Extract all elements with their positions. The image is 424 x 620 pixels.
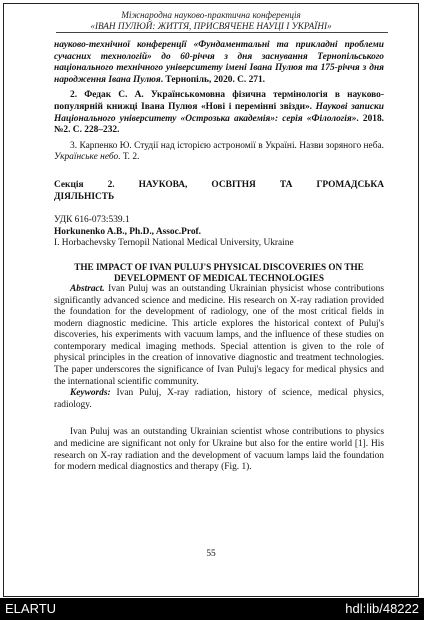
handle-identifier: hdl:lib/48222 bbox=[345, 601, 419, 616]
page-content bbox=[54, 40, 384, 474]
header-line-1: Міжнародна науково-практична конференція bbox=[121, 10, 301, 20]
keywords-paragraph: Keywords: Ivan Puluj, X-ray radiation, history of science, medical physics, radiology. bbox=[54, 388, 384, 410]
udc-code: УДК 616-073:539.1 bbox=[54, 215, 130, 226]
reference-1-continued: науково-технічної конференції «Фундаментальні та прикладні проблеми сучасних технологій» до 60-річчя з дня заснування Тернопільського національного технічного університету імені Івана Пулюя та 175-річчя з дня народження Івана Пулюя. Тернопіль, 2020. С. 271. bbox=[54, 40, 384, 85]
abstract-paragraph: Abstract. Ivan Puluj was an outstanding Ukrainian physicist whose contributions significantly advanced science and medicine. His research on X-ray radiation provided the foundation for the development of radiology, one of the most critical fields in modern diagnostic medicine. This article explores the historical context of Puluj's discoveries, his experiments with vacuum lamps, and the influence of these studies on contemporary medical imaging methods. Special attention is given to the role of physical principles in the creation of innovative diagnostic and treatment technologies. The paper underscores the significance of Ivan Puluj's legacy for medical physics and the international scientific community. bbox=[54, 283, 384, 387]
article-title bbox=[54, 262, 384, 284]
repository-footer-bar bbox=[0, 598, 424, 620]
header-line-2: «ІВАН ПУЛЮЙ: ЖИТТЯ, ПРИСВЯЧЕНЕ НАУЦІ І УКРАЇНІ» bbox=[90, 20, 332, 31]
running-header bbox=[4, 10, 418, 31]
page-number: 55 bbox=[206, 549, 216, 559]
reference-3: 3. Карпенко Ю. Студії над історією астрономії в Україні. Назви зоряного неба. Українське небо. Т. 2. bbox=[54, 140, 384, 163]
article-title-line-1: THE IMPACT OF IVAN PULUJ'S PHYSICAL DISCOVERIES ON THE bbox=[74, 261, 364, 272]
article-title-line-2: DEVELOPMENT OF MEDICAL TECHNOLOGIES bbox=[114, 272, 324, 283]
header-divider bbox=[56, 32, 388, 33]
author-line: Horkunenko A.B., Ph.D., Assoc.Prof. bbox=[54, 226, 201, 237]
page-frame bbox=[3, 3, 419, 597]
section-heading-cont: ДІЯЛЬНІСТЬ bbox=[54, 191, 115, 202]
affiliation-line: I. Horbachevsky Ternopil National Medical University, Ukraine bbox=[54, 238, 294, 249]
repository-name: ELARTU bbox=[5, 601, 57, 616]
body-paragraph: Ivan Puluj was an outstanding Ukrainian scientist whose contributions to physics and medicine are significant not only for Ukraine but also for the entire world [1]. His research on X-ray radiation and the development of vacuum lamps laid the foundation for modern medical diagnostics and therapy (Fig. 1). bbox=[54, 427, 384, 473]
section-heading: Секція 2. НАУКОВА, ОСВІТНЯ ТА ГРОМАДСЬКА bbox=[54, 179, 384, 190]
reference-2: 2. Федак С. А. Українськомовна фізична термінологія в науково-популярній книжці Івана Пулюя «Нові і перемінні звізди». Наукові записки Національного університету «Острозька академія»: серія «Філологія». 2018. №2. С. 228–232. bbox=[54, 90, 384, 136]
